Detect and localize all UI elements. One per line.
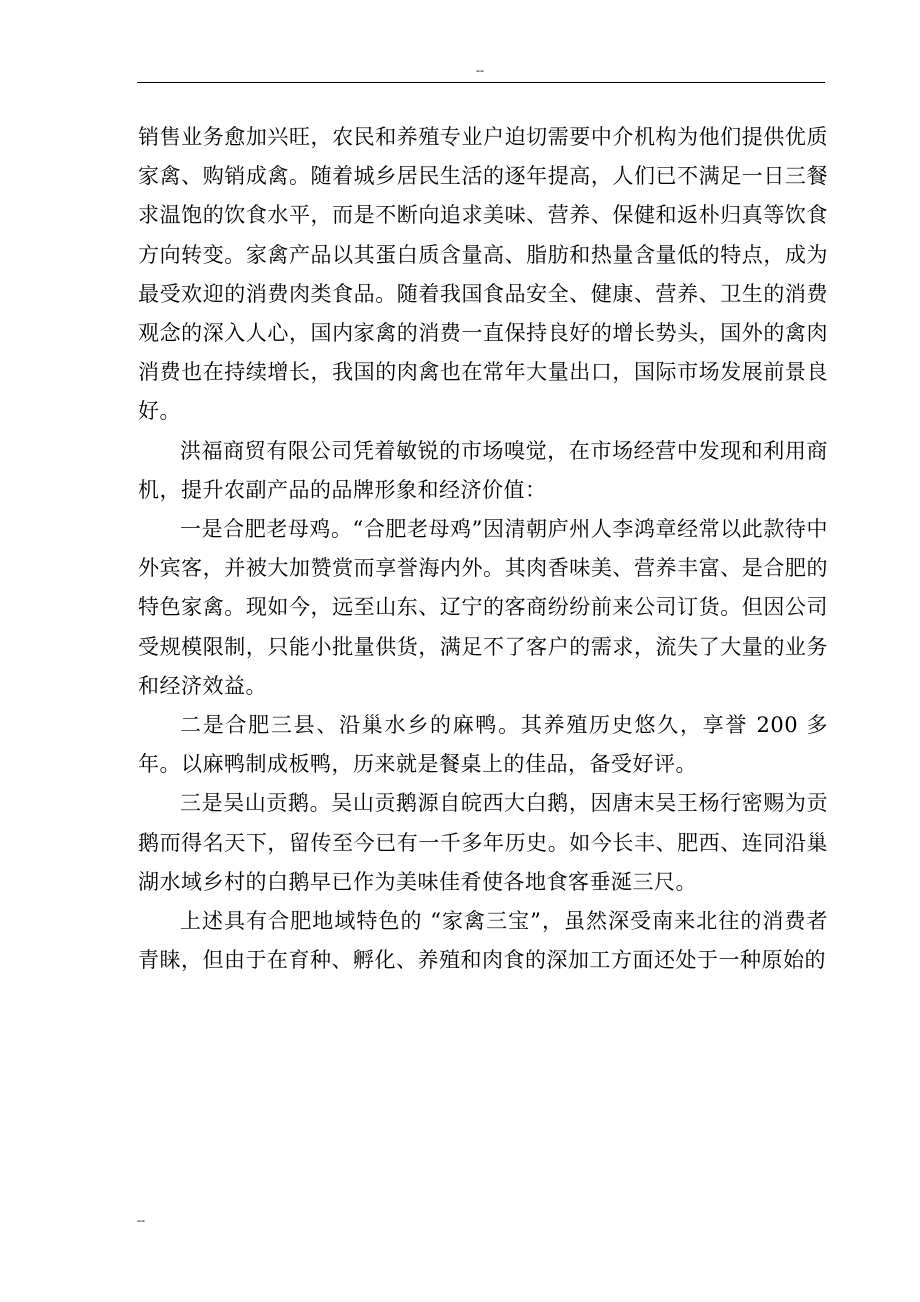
header-rule — [137, 82, 825, 83]
paragraph-hefei-hen: 一是合肥老母鸡。“合肥老母鸡”因清朝庐州人李鸿章经常以此款待中外宾客，并被大加赞赏而享誉海内外。其肉香味美、营养丰富、是合肥的特色家禽。现如今，远至山东、辽宁的客商纷纷前来公司订货。但因公司受规模限制，只能小批量供货，满足不了客户的需求，流失了大量的业务和经济效益。 — [138, 517, 828, 698]
document-body — [138, 118, 828, 980]
paragraph-sheldrake: 二是合肥三县、沿巢水乡的麻鸭。其养殖历史悠久，享誉 200 多年。以麻鸭制成板鸭，历来就是餐桌上的佳品，备受好评。 — [138, 713, 828, 777]
paragraph-three-treasures: 上述具有合肥地域特色的 “家禽三宝”，虽然深受南来北往的消费者青睐，但由于在育种、孵化、养殖和肉食的深加工方面还处于一种原始的 — [138, 909, 828, 973]
paragraph-company-intro: 洪福商贸有限公司凭着敏锐的市场嗅觉，在市场经营中发现和利用商机，提升农副产品的品牌形象和经济价值： — [138, 438, 828, 502]
page-header-mark: -- — [476, 63, 484, 77]
paragraph-market-demand: 销售业务愈加兴旺，农民和养殖专业户迫切需要中介机构为他们提供优质家禽、购销成禽。随着城乡居民生活的逐年提高，人们已不满足一日三餐求温饱的饮食水平，而是不断向追求美味、营养、保健和返朴归真等饮食方向转变。家禽产品以其蛋白质含量高、脂肪和热量含量低的特点，成为最受欢迎的消费肉类食品。随着我国食品安全、健康、营养、卫生的消费观念的深入人心，国内家禽的消费一直保持良好的增长势头，国外的禽肉消费也在持续增长，我国的肉禽也在常年大量出口，国际市场发展前景良好。 — [138, 125, 828, 424]
page-footer-mark: -- — [137, 1213, 145, 1227]
paragraph-wushan-goose: 三是吴山贡鹅。吴山贡鹅源自皖西大白鹅，因唐末吴王杨行密赐为贡鹅而得名天下，留传至今已有一千多年历史。如今长丰、肥西、连同沿巢湖水域乡村的白鹅早已作为美味佳肴使各地食客垂涎三尺。 — [138, 791, 828, 894]
